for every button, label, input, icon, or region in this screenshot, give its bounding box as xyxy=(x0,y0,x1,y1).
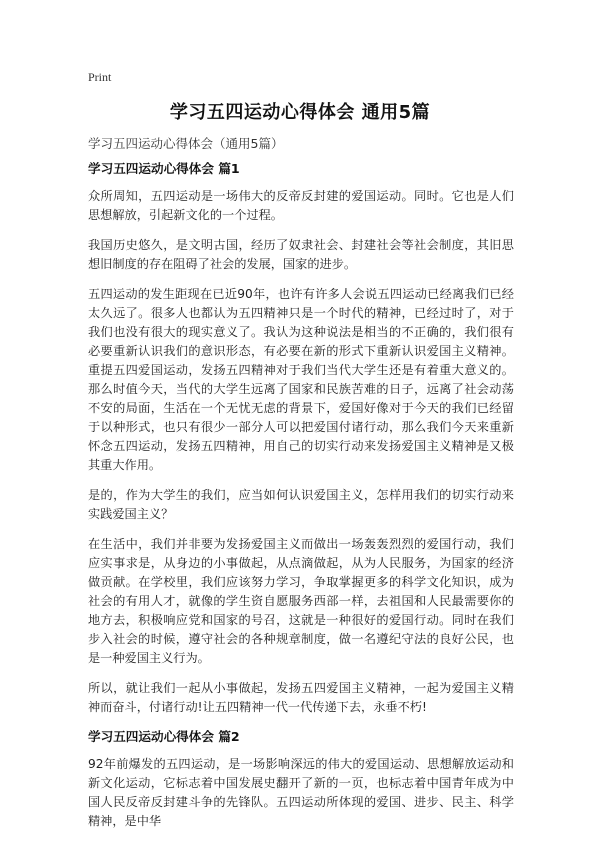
paragraph: 所以，就让我们一起从小事做起，发扬五四爱国主义精神，一起为爱国主义精神而奋斗，付诸行动!让五四精神一代一代传递下去，永垂不朽! xyxy=(88,681,514,714)
article-section-1 xyxy=(88,160,514,717)
paragraph: 我国历史悠久，是文明古国，经历了奴隶社会、封建社会等社会制度，其旧思想旧制度的存在阻碍了社会的发展，国家的进步。 xyxy=(88,238,514,271)
paragraph: 在生活中，我们并非要为发扬爱国主义而做出一场轰轰烈烈的爱国行动，我们应实事求是，从身边的小事做起，从点滴做起，从为人民服务，为国家的经济做贡献。在学校里，我们应该努力学习，争取掌握更多的科学文化知识，成为社会的有用人才，就像的学生资自愿服务西部一样，去祖国和人民最需要你的地方去，积极响应党和国家的号召，这就是一种很好的爱国行动。同时在我们步入社会的时候，遵守社会的各种规章制度，做一名遵纪守法的良好公民，也是一种爱国主义行为。 xyxy=(88,537,514,665)
paragraph: 92年前爆发的五四运动，是一场影响深远的伟大的爱国运动、思想解放运动和新文化运动，它标志着中国发展史翻开了新的一页，也标志着中国青年成为中国人民反帝反封建斗争的先锋队。五四运动所体现的爱国、进步、民主、科学精神，是中华 xyxy=(88,757,514,828)
section-heading: 学习五四运动心得体会 篇2 xyxy=(88,729,240,744)
article-content xyxy=(88,160,514,842)
article-section-2 xyxy=(88,728,514,831)
paragraph: 是的，作为大学生的我们，应当如何认识爱国主义，怎样用我们的切实行动来实践爱国主义？ xyxy=(88,488,514,521)
paragraph: 五四运动的发生距现在已近90年，也许有许多人会说五四运动已经离我们已经太久远了。很多人也都认为五四精神只是一个时代的精神，已经过时了，对于我们也没有很大的现实意义了。我认为这种说法是相当的不正确的，我们很有必要重新认识我们的意识形态，有必要在新的形式下重新认识爱国主义精神。重提五四爱国运动，发扬五四精神对于我们当代大学生还是有着重大意义的。那么时值今天，当代的大学生远离了国家和民族苦难的日子，远离了社会动荡不安的局面，生活在一个无忧无虑的背景下，爱国好像对于今天的我们已经留于以种形式，也只有很少一部分人可以把爱国付诸行动，那么我们今天来重新怀念五四运动，发扬五四精神，用自己的切实行动来发扬爱国主义精神是又极其重大作用。 xyxy=(88,287,514,472)
paragraph: 众所周知，五四运动是一场伟大的反帝反封建的爱国运动。同时。它也是人们思想解放，引起新文化的一个过程。 xyxy=(88,189,514,222)
print-link[interactable]: Print xyxy=(88,70,112,84)
page-title: 学习五四运动心得体会 通用5篇 xyxy=(169,102,431,123)
document-subtitle: 学习五四运动心得体会（通用5篇） xyxy=(88,136,284,151)
section-heading: 学习五四运动心得体会 篇1 xyxy=(88,161,240,176)
